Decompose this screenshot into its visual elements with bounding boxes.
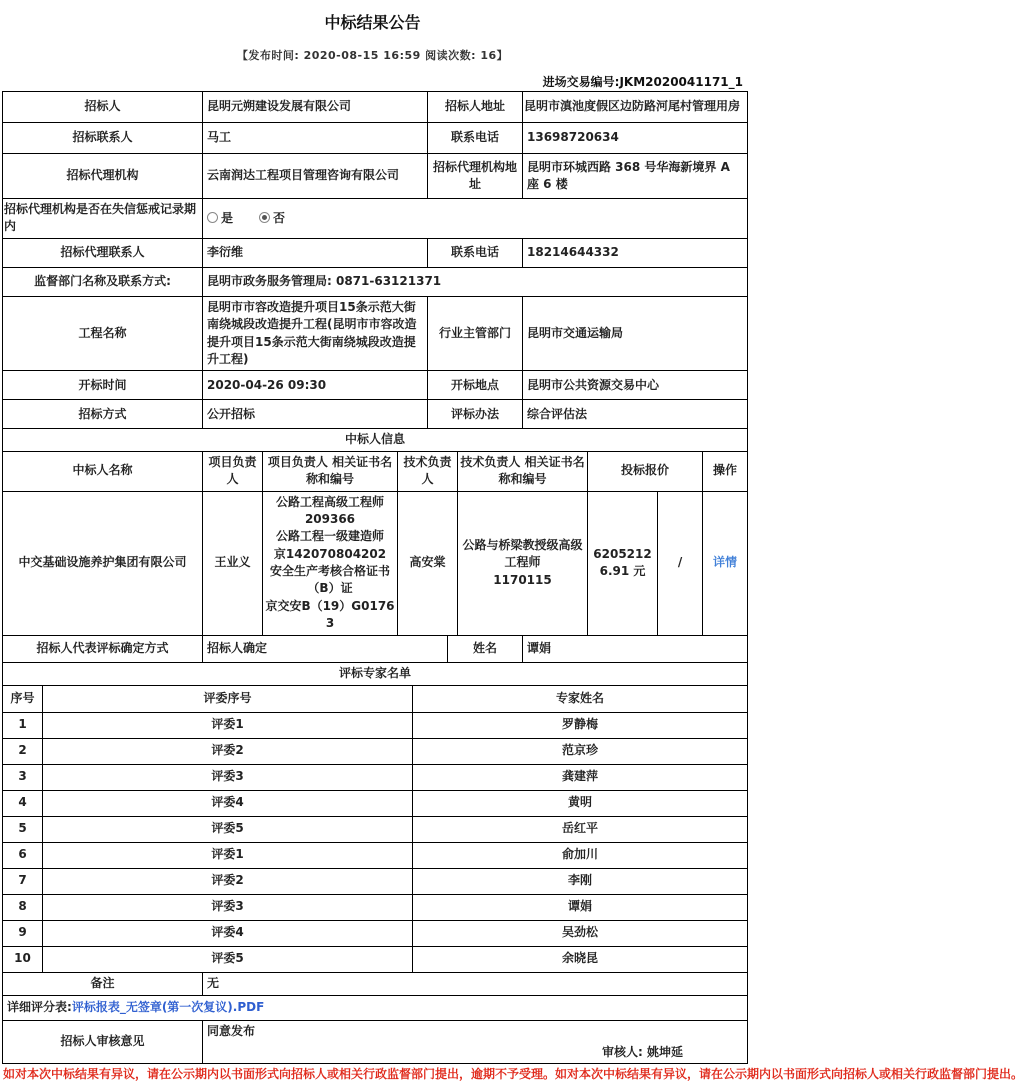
expert-no: 9 <box>3 920 43 946</box>
bidder-label: 招标人 <box>3 92 203 123</box>
expert-seq: 评委4 <box>43 920 413 946</box>
agency-phone-label: 联系电话 <box>428 238 523 267</box>
expert-name: 龚建萍 <box>413 764 748 790</box>
col-expert-no: 序号 <box>3 685 43 712</box>
expert-seq: 评委3 <box>43 764 413 790</box>
radio-no-label[interactable]: 否 <box>273 210 286 225</box>
expert-name: 黄明 <box>413 790 748 816</box>
expert-seq: 评委2 <box>43 738 413 764</box>
expert-name: 范京珍 <box>413 738 748 764</box>
expert-row <box>3 946 748 972</box>
expert-row <box>3 842 748 868</box>
open-place-value: 昆明市公共资源交易中心 <box>523 371 748 400</box>
table-row <box>3 296 748 371</box>
table-row <box>3 662 748 685</box>
winner-tech: 高安棠 <box>398 491 458 635</box>
expert-seq: 评委5 <box>43 816 413 842</box>
rep-method-value: 招标人确定 <box>203 635 448 662</box>
open-place-label: 开标地点 <box>428 371 523 400</box>
col-tech: 技术负责人 <box>398 451 458 491</box>
industry-value: 昆明市交通运输局 <box>523 296 748 371</box>
winner-slash: / <box>658 491 703 635</box>
col-winner-name: 中标人名称 <box>3 451 203 491</box>
expert-name: 余晓昆 <box>413 946 748 972</box>
radio-yes-label[interactable]: 是 <box>221 210 234 225</box>
expert-seq: 评委3 <box>43 894 413 920</box>
table-row <box>3 199 748 239</box>
expert-no: 2 <box>3 738 43 764</box>
table-row <box>3 238 748 267</box>
table-row <box>3 371 748 400</box>
table-row <box>3 267 748 296</box>
phone-label: 联系电话 <box>428 123 523 154</box>
table-row <box>3 429 748 451</box>
expert-no: 1 <box>3 712 43 738</box>
expert-row <box>3 712 748 738</box>
experts-section-title: 评标专家名单 <box>3 662 748 685</box>
rep-name-label: 姓名 <box>448 635 523 662</box>
method-value: 公开招标 <box>203 400 428 429</box>
representative-table <box>2 635 748 686</box>
winner-data-row <box>3 491 748 635</box>
table-row <box>3 635 748 662</box>
remark-value: 无 <box>203 972 748 995</box>
method-label: 招标方式 <box>3 400 203 429</box>
expert-name: 岳红平 <box>413 816 748 842</box>
score-sheet-link[interactable]: 评标报表_无签章(第一次复议).PDF <box>71 999 265 1014</box>
col-expert-seq: 评委序号 <box>43 685 413 712</box>
expert-no: 6 <box>3 842 43 868</box>
page-title: 中标结果公告 <box>324 13 421 32</box>
cert-line: 公路工程一级建造师 <box>275 529 384 544</box>
winner-table <box>2 451 748 636</box>
col-tech-cert: 技术负责人 相关证书名称和编号 <box>458 451 588 491</box>
cert-line: 京交安B（19）G01763 <box>265 598 395 631</box>
expert-seq: 评委5 <box>43 946 413 972</box>
expert-no: 10 <box>3 946 43 972</box>
expert-row <box>3 920 748 946</box>
bidder-addr-label: 招标人地址 <box>428 92 523 123</box>
winner-header-row <box>3 451 748 491</box>
supervisor-label: 监督部门名称及联系方式: <box>3 267 203 296</box>
detail-link[interactable]: 详情 <box>713 555 738 570</box>
score-sheet-label: 详细评分表: <box>7 999 72 1014</box>
eval-value: 综合评估法 <box>523 400 748 429</box>
project-value: 昆明市市容改造提升项目15条示范大街南绕城段改造提升工程(昆明市市容改造提升项目15条示范大街南绕城段改造提升工程) <box>203 296 428 371</box>
expert-row <box>3 738 748 764</box>
expert-name: 李刚 <box>413 868 748 894</box>
review-value: 同意发布 <box>207 1023 256 1038</box>
cert-line: 公路与桥梁教授级高级工程师 <box>462 537 583 570</box>
table-row <box>3 123 748 154</box>
open-time-value: 2020-04-26 09:30 <box>203 371 428 400</box>
expert-seq: 评委1 <box>43 842 413 868</box>
expert-row <box>3 790 748 816</box>
trade-number: 进场交易编号:JKM2020041171_1 <box>542 75 743 89</box>
expert-seq: 评委2 <box>43 868 413 894</box>
review-cell <box>203 1020 748 1064</box>
cert-line: 209366 <box>304 511 356 526</box>
col-expert-name: 专家姓名 <box>413 685 748 712</box>
expert-name: 吴劲松 <box>413 920 748 946</box>
cert-line: 京142070804202 <box>273 546 387 561</box>
expert-no: 7 <box>3 868 43 894</box>
footer-table <box>2 972 748 1065</box>
cert-line: 1170115 <box>493 572 552 587</box>
rep-method-label: 招标人代表评标确定方式 <box>3 635 203 662</box>
expert-name: 俞加川 <box>413 842 748 868</box>
supervisor-value: 昆明市政务服务管理局: 0871-63121371 <box>203 267 748 296</box>
table-row <box>3 995 748 1020</box>
winner-tech-certs <box>458 491 588 635</box>
winner-name: 中交基础设施养护集团有限公司 <box>3 491 203 635</box>
experts-table <box>2 685 748 973</box>
dishonesty-label: 招标代理机构是否在失信惩戒记录期内 <box>3 199 203 239</box>
col-pm-cert: 项目负责人 相关证书名称和编号 <box>263 451 398 491</box>
table-row <box>3 92 748 123</box>
clipped-red-notice: 如对本次中标结果有异议，请在公示期内以书面形式向招标人或相关行政监督部门提出，逾期不予受理。如对本次中标结果有异议，请在公示期内以书面形式向招标人或相关行政监督部门提出。 <box>3 1067 1023 1082</box>
expert-seq: 评委1 <box>43 712 413 738</box>
col-pm: 项目负责人 <box>203 451 263 491</box>
winner-detail-cell <box>703 491 748 635</box>
expert-name: 罗静梅 <box>413 712 748 738</box>
eval-label: 评标办法 <box>428 400 523 429</box>
open-time-label: 开标时间 <box>3 371 203 400</box>
expert-row <box>3 868 748 894</box>
expert-name: 谭娟 <box>413 894 748 920</box>
remark-label: 备注 <box>3 972 203 995</box>
publish-info: 【发布时间: 2020-08-15 16:59 阅读次数: 16】 <box>236 49 509 62</box>
industry-label: 行业主管部门 <box>428 296 523 371</box>
expert-row <box>3 764 748 790</box>
basic-info-table <box>2 91 748 452</box>
expert-seq: 评委4 <box>43 790 413 816</box>
phone-value: 13698720634 <box>523 123 748 154</box>
expert-no: 3 <box>3 764 43 790</box>
radio-yes-icon[interactable] <box>207 212 218 223</box>
review-label: 招标人审核意见 <box>3 1020 203 1064</box>
rep-name-value: 谭娟 <box>523 635 748 662</box>
winner-section-title: 中标人信息 <box>3 429 748 451</box>
contact-label: 招标联系人 <box>3 123 203 154</box>
table-row <box>3 400 748 429</box>
cert-line: 安全生产考核合格证书（B）证 <box>269 564 390 596</box>
radio-no-icon[interactable] <box>259 212 270 223</box>
winner-pm-certs <box>263 491 398 635</box>
dishonesty-radio-group <box>203 199 748 239</box>
contact-value: 马工 <box>203 123 428 154</box>
winner-pm: 王业义 <box>203 491 263 635</box>
expert-no: 5 <box>3 816 43 842</box>
expert-row <box>3 816 748 842</box>
expert-no: 8 <box>3 894 43 920</box>
cert-line: 公路工程高级工程师 <box>275 494 384 509</box>
agency-addr-label: 招标代理机构地址 <box>428 154 523 199</box>
bidder-value: 昆明元朔建设发展有限公司 <box>203 92 428 123</box>
col-operation: 操作 <box>703 451 748 491</box>
experts-header-row <box>3 685 748 712</box>
agency-label: 招标代理机构 <box>3 154 203 199</box>
agency-phone-value: 18214644332 <box>523 238 748 267</box>
agency-contact-value: 李衍维 <box>203 238 428 267</box>
agency-contact-label: 招标代理联系人 <box>3 238 203 267</box>
score-sheet-cell <box>3 995 748 1020</box>
table-row <box>3 154 748 199</box>
table-row <box>3 972 748 995</box>
winner-price: 62052126.91 元 <box>588 491 658 635</box>
agency-addr-value: 昆明市环城西路 368 号华海新境界 A 座 6 楼 <box>523 154 748 199</box>
bidder-addr-value: 昆明市滇池度假区边防路河尾村管理用房 <box>523 92 748 123</box>
agency-value: 云南润达工程项目管理咨询有限公司 <box>203 154 428 199</box>
expert-row <box>3 894 748 920</box>
expert-no: 4 <box>3 790 43 816</box>
announcement-page <box>0 10 1023 1082</box>
project-label: 工程名称 <box>3 296 203 371</box>
col-price: 投标报价 <box>588 451 703 491</box>
reviewer-name: 审核人: 姚坤延 <box>602 1045 683 1060</box>
table-row <box>3 1020 748 1064</box>
